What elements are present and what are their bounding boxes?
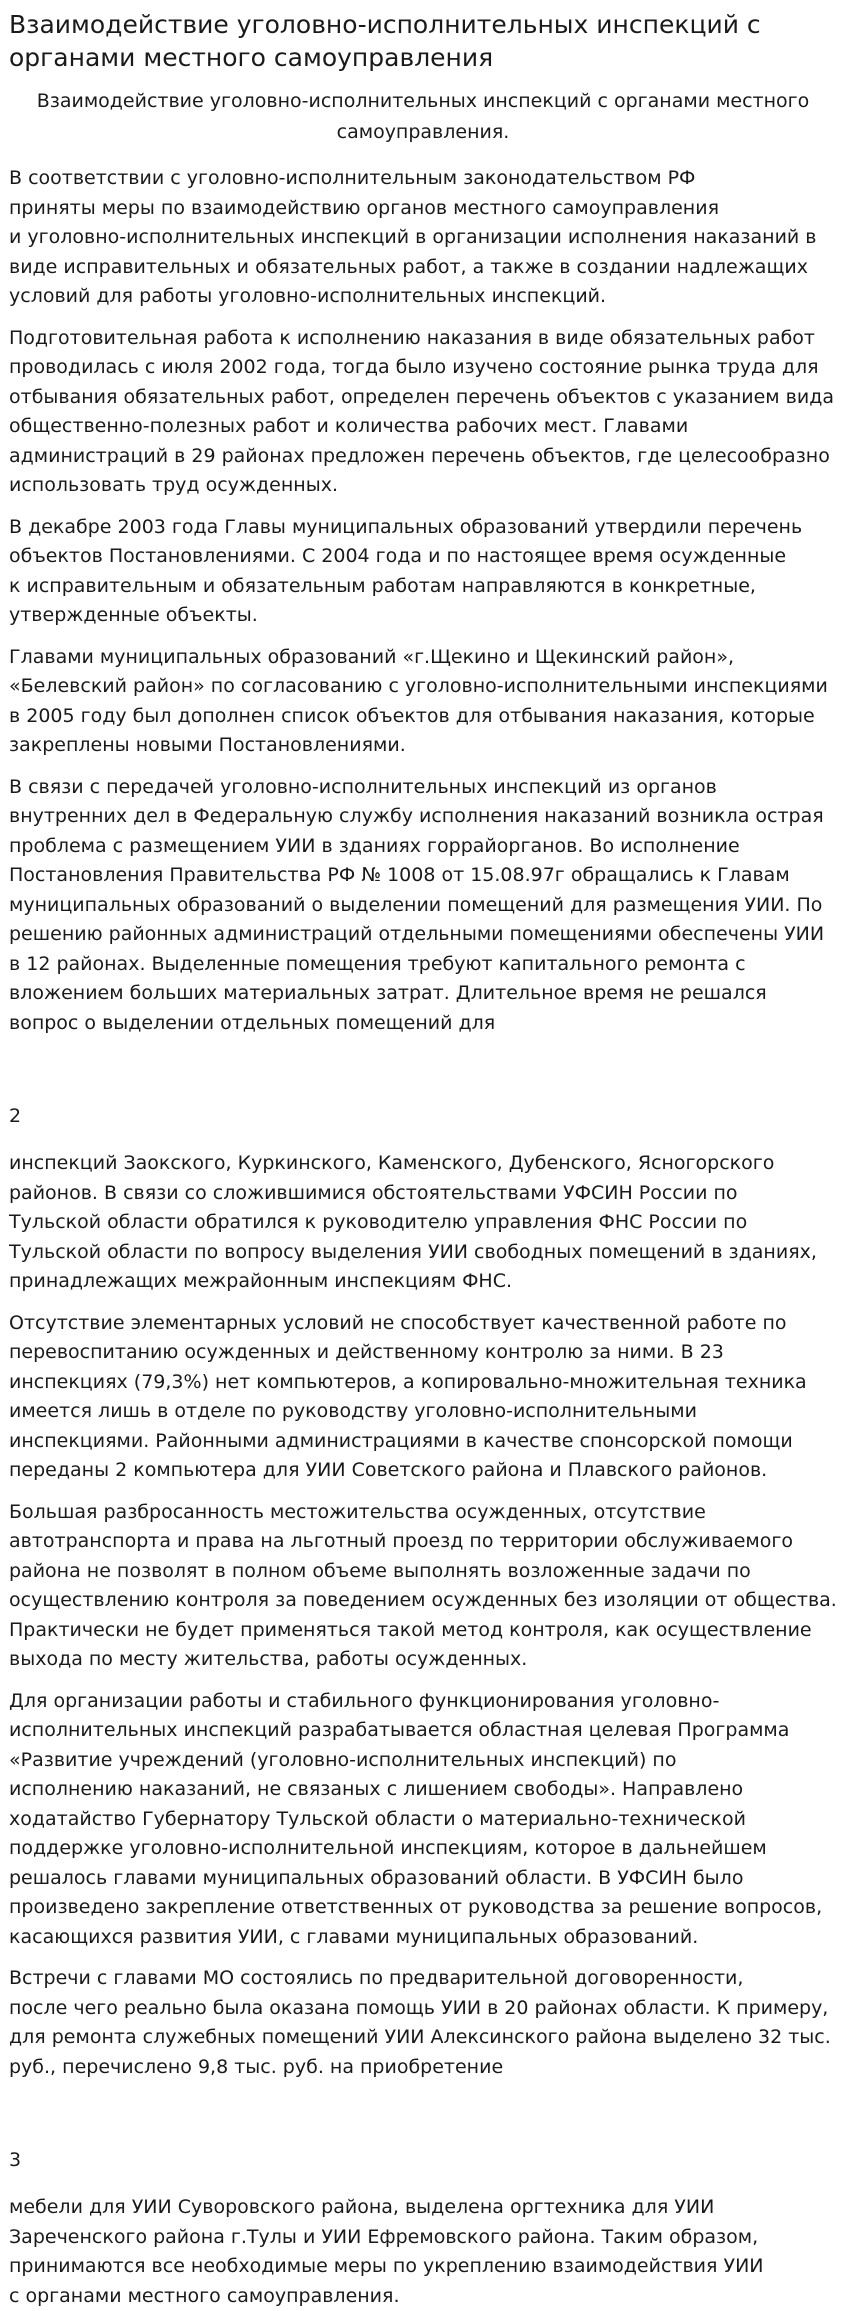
paragraph-december-2003: В декабре 2003 года Главы муниципальных образований утвердили перечень объектов Постановлениями. С 2004 года и по настоящее время осужденные к исправительным и обязательным работам направляются в конкретные, утвержденные объекты. <box>9 515 803 626</box>
paragraph-dispersion: Большая разбросанность местожительства осужденных, отсутствие автотранспорта и права на льготный проезд по территории обслуживаемого района не позволят в полном объеме выполнять возложенные задачи по осуществлению контроля за поведением осужденных без изоляции от общества. Практически не будет применяться такой метод контроля, как осуществление выхода по месту жительства, работы осужденных. <box>9 1500 837 1670</box>
page-number: 3 <box>9 2149 22 2171</box>
paragraph-inspections-fns: инспекций Заокского, Куркинского, Каменского, Дубенского, Ясногорского районов. В связи со сложившимися обстоятельствами УФСИН России по Тульской области обратился к руководителю управления ФНС России по Тульской области по вопросу выделения УИИ свободных помещений в зданиях, принадлежащих межрайонным инспекциям ФНС. <box>9 1152 817 1292</box>
page-number: 2 <box>9 1105 22 1127</box>
page-break <box>9 2094 837 2146</box>
paragraph-meetings: Встречи с главами МО состоялись по предварительной договоренности, после чего реально была оказана помощь УИИ в 20 районах области. К примеру, для ремонта служебных помещений УИИ Алексинского района выделено 32 тыс. руб., перечислено 9,8 тыс. руб. на приобретение <box>9 1967 831 2078</box>
paragraph-preparation: Подготовительная работа к исполнению наказания в виде обязательных работ проводилась с июля 2002 года, тогда было изучено состояние рынка труда для отбывания обязательных работ, определен перечень объектов с указанием вида общественно-полезных работ и количества рабочих мест. Главами администраций в 29 районах предложен перечень объектов, где целесообразно использовать труд осужденных. <box>9 326 834 496</box>
document-title: Взаимодействие уголовно-исполнительных инспекций с органами местного самоуправления <box>9 10 761 72</box>
document-subtitle: Взаимодействие уголовно-исполнительных инспекций с органами местного самоуправления. <box>36 90 810 143</box>
paragraph-program: Для организации работы и стабильного функционирования уголовно- исполнительных инспекций разрабатывается областная целевая Программа «Развитие учреждений (уголовно-исполнительных инспекций) по исполнению наказаний, не связаных с лишением свободы». Направлено ходатайство Губернатору Тульской области о материально-технической поддержке уголовно-исполнительной инспекциям, которое в дальнейшем решалось главами муниципальных образований области. В УФСИН было произведено закрепление ответственных от руководства за решение вопросов, касающихся развития УИИ, с главами муниципальных образований. <box>9 1689 823 1948</box>
paragraph-shchekino: Главами муниципальных образований «г.Щекино и Щекинский район», «Белевский район» по согласованию с уголовно-исполнительными инспекциями в 2005 году был дополнен список объектов для отбывания наказания, которые закреплены новыми Постановлениями. <box>9 645 828 756</box>
paragraph-conclusion: мебели для УИИ Суворовского района, выделена оргтехника для УИИ Зареченского района г.Тулы и УИИ Ефремовского района. Таким образом, принимаются все необходимые меры по укреплению взаимодействия УИИ с органами местного самоуправления. <box>9 2196 764 2307</box>
paragraph-conditions: Отсутствие элементарных условий не способствует качественной работе по перевоспитанию осужденных и действенному контролю за ними. В 23 инспекциях (79,3%) нет компьютеров, а копировально-множительная техника имеется лишь в отделе по руководству уголовно-исполнительными инспекциями. Районными администрациями в качестве спонсорской помощи переданы 2 компьютера для УИИ Советского района и Плавского районов. <box>9 1311 807 1481</box>
paragraph-legislation: В соответствии с уголовно-исполнительным законодательством РФ приняты меры по взаимодействию органов местного самоуправления и уголовно-исполнительных инспекций в организации исполнения наказаний в виде исправительных и обязательных работ, а также в создании надлежащих условий для работы уголовно-исполнительных инспекций. <box>9 167 817 307</box>
paragraph-premises: В связи с передачей уголовно-исполнительных инспекций из органов внутренних дел в Федеральную службу исполнения наказаний возникла острая проблема с размещением УИИ в зданиях горрайорганов. Во исполнение Постановления Правительства РФ № 1008 от 15.08.97г обращались к Главам муниципальных образований о выделении помещений для размещения УИИ. По решению районных администраций отдельными помещениями обеспечены УИИ в 12 районах. Выделенные помещения требуют капитального ремонта с вложением больших материальных затрат. Длительное время не решался вопрос о выделении отдельных помещений для <box>9 775 825 1034</box>
page-break <box>9 1050 837 1102</box>
